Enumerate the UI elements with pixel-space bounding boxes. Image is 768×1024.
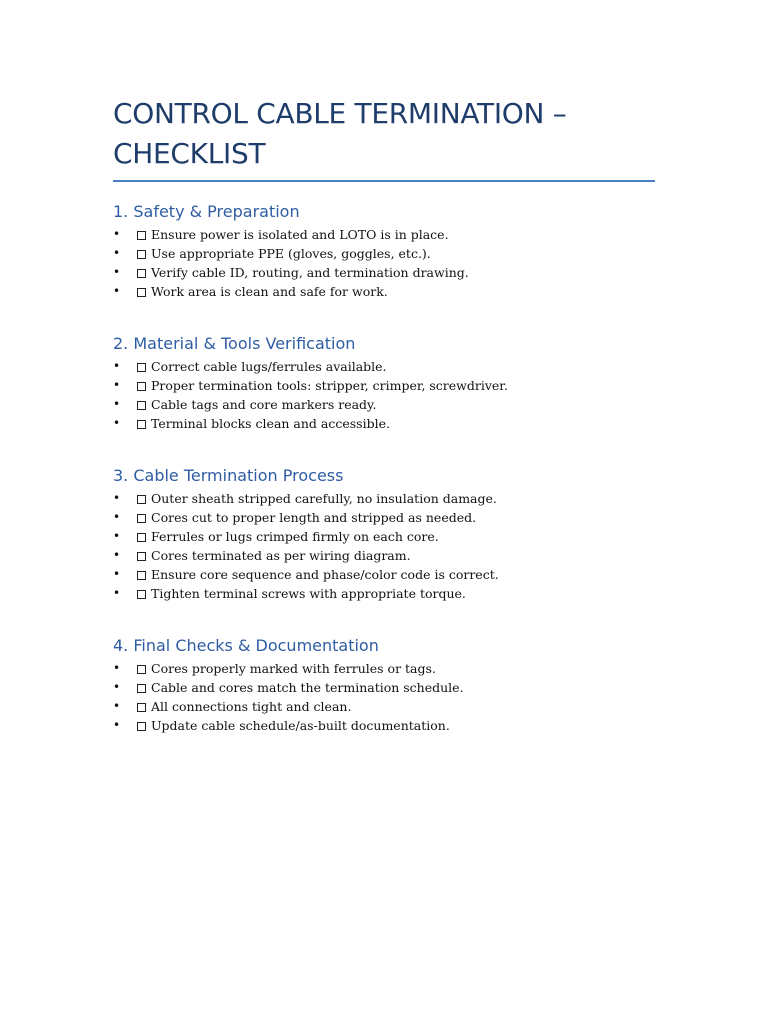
section-heading: 2. Material & Tools Verification xyxy=(113,334,356,353)
checklist-item-text: Cores terminated as per wiring diagram. xyxy=(151,548,411,563)
checkbox-icon[interactable] xyxy=(137,552,146,561)
checklist-item-text: Update cable schedule/as-built documentation. xyxy=(151,718,450,733)
checklist-item xyxy=(113,716,655,735)
checklist-item-text: Work area is clean and safe for work. xyxy=(151,284,388,299)
checklist-item xyxy=(113,395,655,414)
checklist-item xyxy=(113,376,655,395)
checkbox-icon[interactable] xyxy=(137,269,146,278)
checkbox-icon[interactable] xyxy=(137,590,146,599)
section-heading: 1. Safety & Preparation xyxy=(113,202,300,221)
checklist xyxy=(113,489,655,603)
bullet-icon: • xyxy=(113,586,121,600)
checkbox-icon[interactable] xyxy=(137,288,146,297)
checklist-item-text: Tighten terminal screws with appropriate torque. xyxy=(151,586,466,601)
checklist-item xyxy=(113,678,655,697)
checklist-item xyxy=(113,282,655,301)
checklist xyxy=(113,225,655,301)
checklist-item xyxy=(113,584,655,603)
section-safety-preparation xyxy=(113,202,655,301)
bullet-icon: • xyxy=(113,510,121,524)
section-heading: 4. Final Checks & Documentation xyxy=(113,636,379,655)
checkbox-icon[interactable] xyxy=(137,514,146,523)
bullet-icon: • xyxy=(113,718,121,732)
checkbox-icon[interactable] xyxy=(137,495,146,504)
checklist-item-text: Verify cable ID, routing, and termination drawing. xyxy=(151,265,469,280)
page-title-line-2: CHECKLIST xyxy=(113,137,266,170)
section-termination-process xyxy=(113,466,655,603)
checkbox-icon[interactable] xyxy=(137,363,146,372)
checklist-item-text: Outer sheath stripped carefully, no insulation damage. xyxy=(151,491,497,506)
page-title-line-1: CONTROL CABLE TERMINATION – xyxy=(113,97,567,130)
bullet-icon: • xyxy=(113,246,121,260)
checkbox-icon[interactable] xyxy=(137,665,146,674)
checklist-item xyxy=(113,565,655,584)
checkbox-icon[interactable] xyxy=(137,684,146,693)
section-final-checks xyxy=(113,636,655,735)
bullet-icon: • xyxy=(113,699,121,713)
checklist-item-text: Ferrules or lugs crimped firmly on each core. xyxy=(151,529,439,544)
checklist-item-text: Cores cut to proper length and stripped as needed. xyxy=(151,510,477,525)
checklist-item-text: Ensure core sequence and phase/color code is correct. xyxy=(151,567,499,582)
checklist-item-text: Use appropriate PPE (gloves, goggles, etc.). xyxy=(151,246,431,261)
checklist-item xyxy=(113,225,655,244)
checklist-item-text: Proper termination tools: stripper, crimper, screwdriver. xyxy=(151,378,508,393)
checklist-item-text: Cable and cores match the termination schedule. xyxy=(151,680,464,695)
section-material-tools xyxy=(113,334,655,433)
checkbox-icon[interactable] xyxy=(137,722,146,731)
checklist-item xyxy=(113,546,655,565)
bullet-icon: • xyxy=(113,416,121,430)
bullet-icon: • xyxy=(113,567,121,581)
checklist-item-text: Cores properly marked with ferrules or tags. xyxy=(151,661,436,676)
checkbox-icon[interactable] xyxy=(137,231,146,240)
checklist-item xyxy=(113,263,655,282)
checkbox-icon[interactable] xyxy=(137,420,146,429)
bullet-icon: • xyxy=(113,548,121,562)
bullet-icon: • xyxy=(113,397,121,411)
checklist-item xyxy=(113,357,655,376)
bullet-icon: • xyxy=(113,378,121,392)
page-title xyxy=(113,94,655,174)
checklist-item xyxy=(113,527,655,546)
bullet-icon: • xyxy=(113,661,121,675)
bullet-icon: • xyxy=(113,529,121,543)
bullet-icon: • xyxy=(113,491,121,505)
section-heading: 3. Cable Termination Process xyxy=(113,466,344,485)
checkbox-icon[interactable] xyxy=(137,533,146,542)
checklist xyxy=(113,357,655,433)
bullet-icon: • xyxy=(113,227,121,241)
bullet-icon: • xyxy=(113,359,121,373)
checklist-item xyxy=(113,659,655,678)
checklist-item-text: Terminal blocks clean and accessible. xyxy=(151,416,390,431)
checklist-item-text: Ensure power is isolated and LOTO is in place. xyxy=(151,227,449,242)
checkbox-icon[interactable] xyxy=(137,382,146,391)
bullet-icon: • xyxy=(113,284,121,298)
checklist-item-text: Cable tags and core markers ready. xyxy=(151,397,377,412)
title-divider xyxy=(113,180,655,182)
checklist-item xyxy=(113,697,655,716)
document-page xyxy=(113,94,655,735)
checklist-item xyxy=(113,489,655,508)
checklist-item-text: Correct cable lugs/ferrules available. xyxy=(151,359,387,374)
checkbox-icon[interactable] xyxy=(137,703,146,712)
checklist-item-text: All connections tight and clean. xyxy=(151,699,352,714)
bullet-icon: • xyxy=(113,265,121,279)
checkbox-icon[interactable] xyxy=(137,250,146,259)
checkbox-icon[interactable] xyxy=(137,401,146,410)
checklist xyxy=(113,659,655,735)
bullet-icon: • xyxy=(113,680,121,694)
checklist-item xyxy=(113,244,655,263)
checklist-item xyxy=(113,414,655,433)
checklist-item xyxy=(113,508,655,527)
checkbox-icon[interactable] xyxy=(137,571,146,580)
